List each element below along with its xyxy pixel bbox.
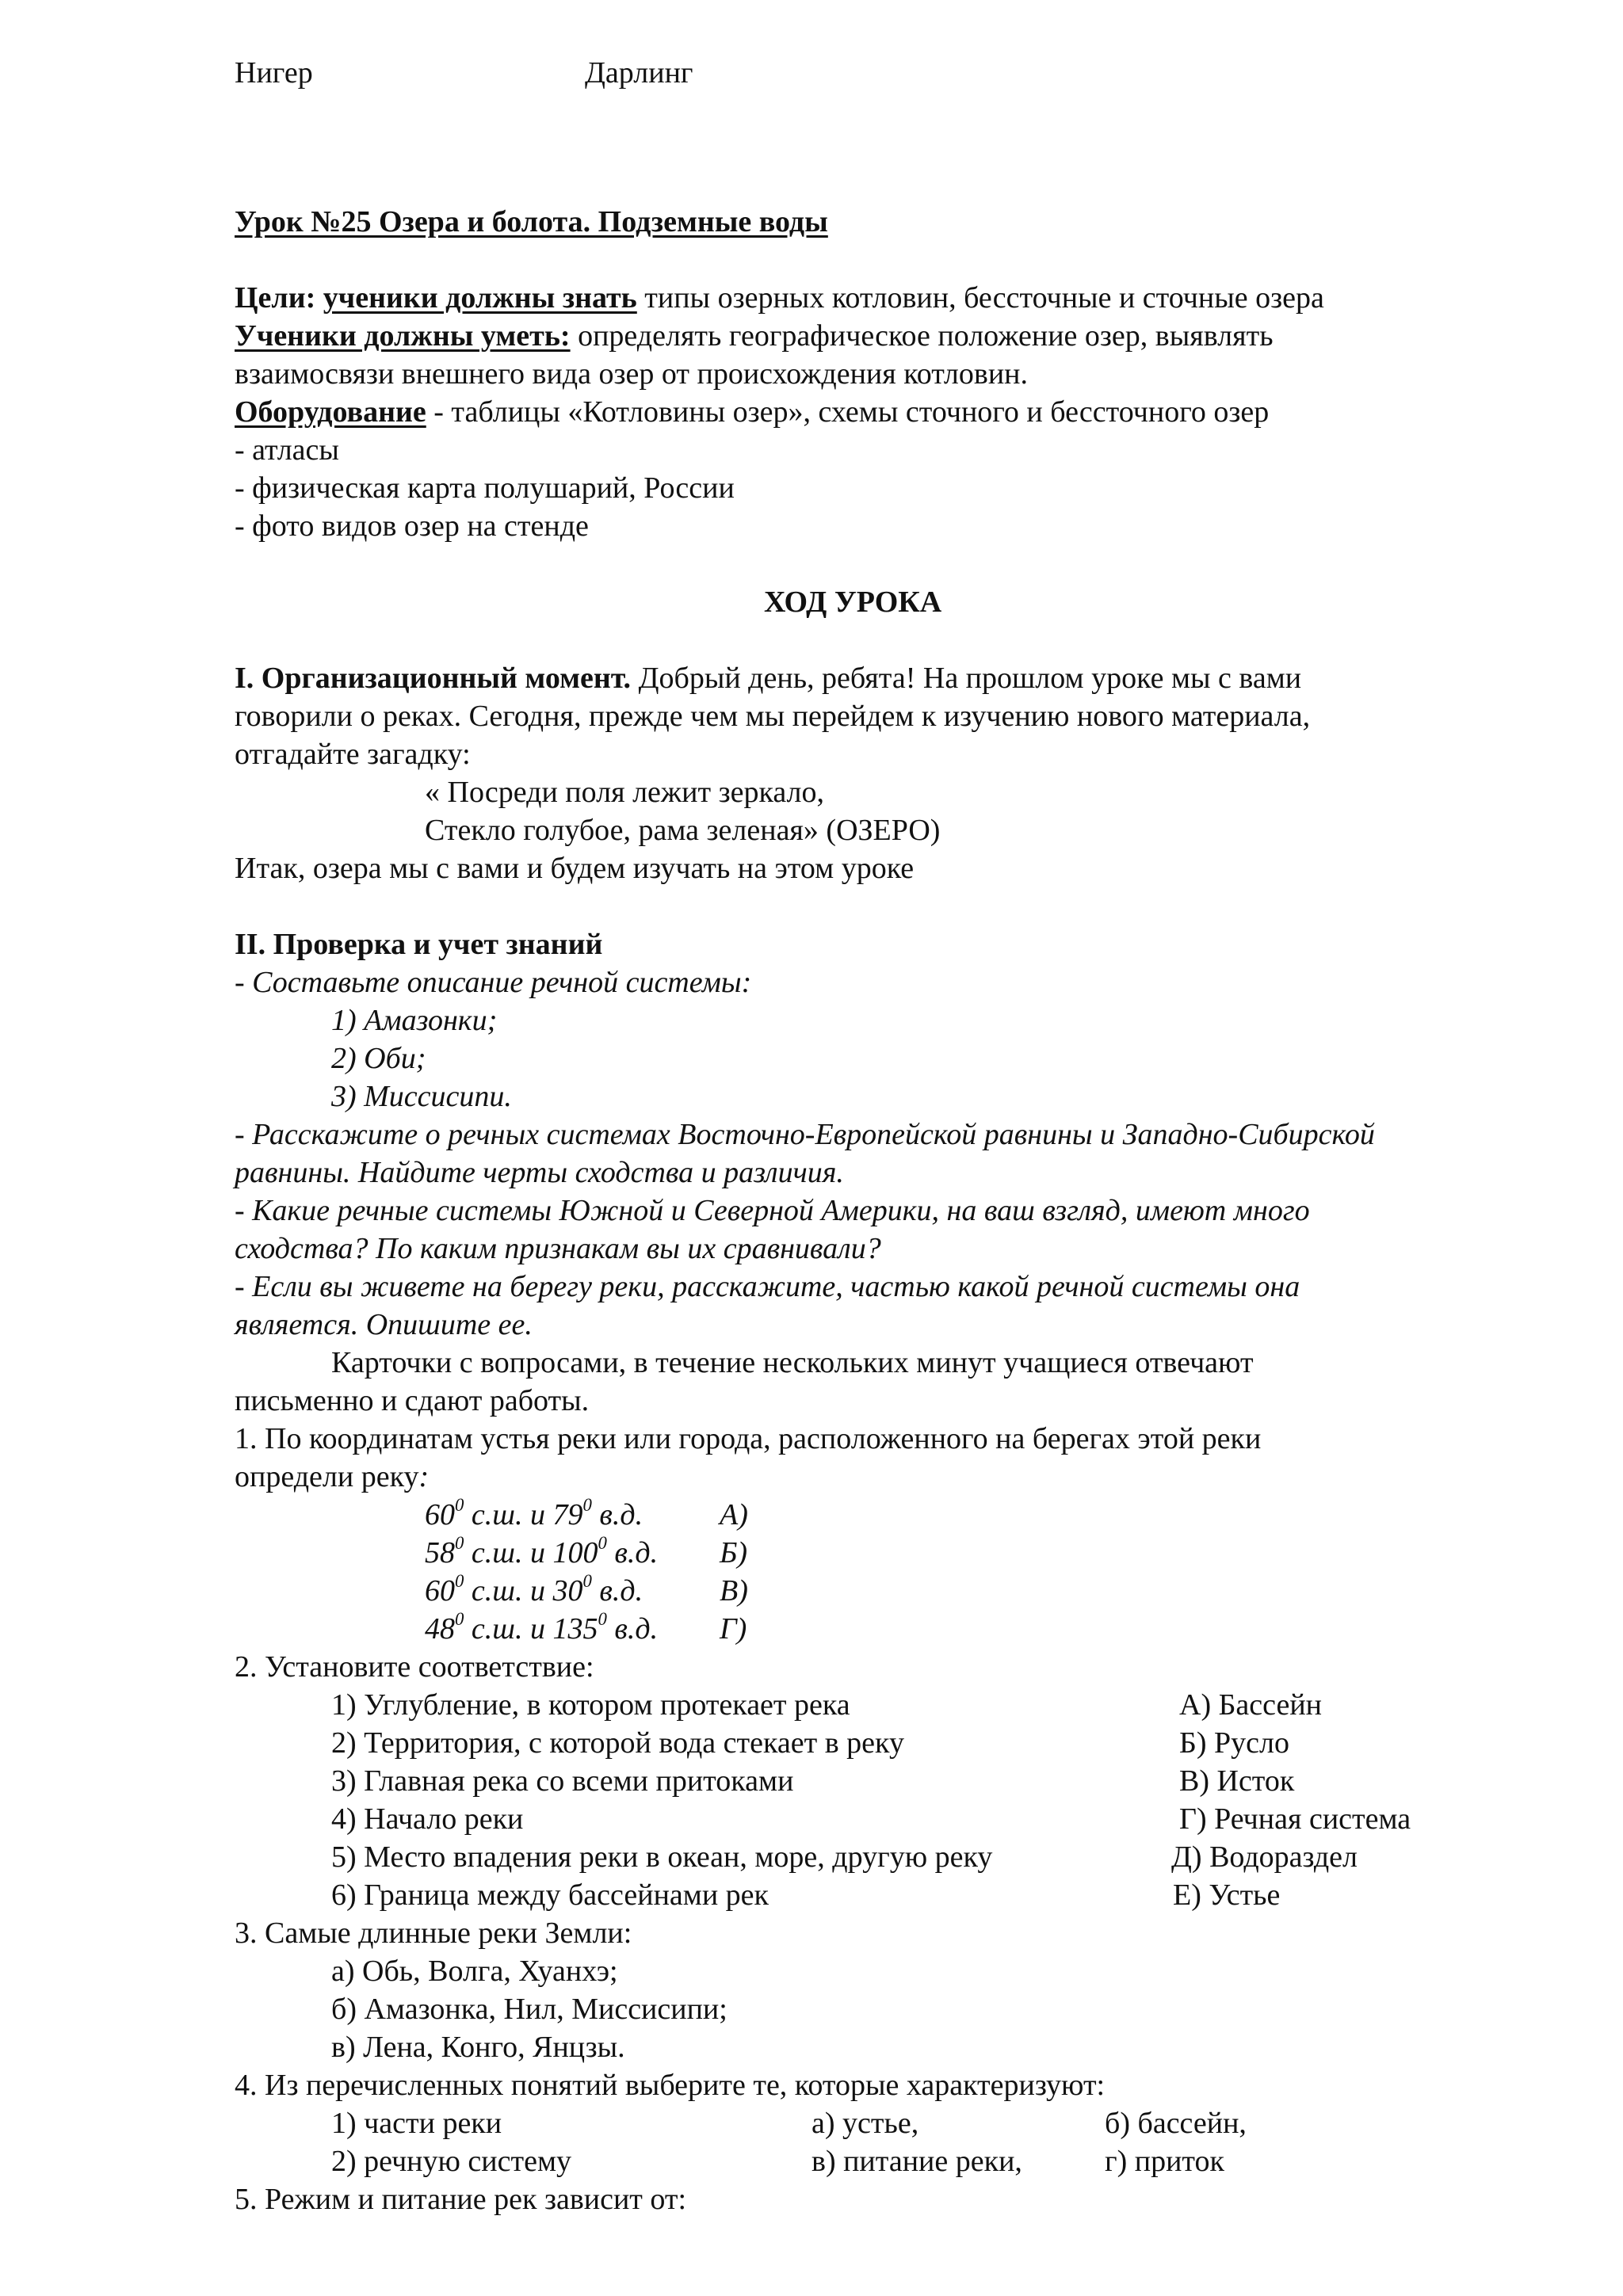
match-right: В) Исток [1179, 1764, 1295, 1798]
equipment-item: - атласы [235, 433, 339, 467]
q4-cell: г) приток [1105, 2145, 1224, 2178]
q4-cell: б) бассейн, [1105, 2107, 1247, 2140]
header-right: Дарлинг [585, 56, 693, 90]
q3-option: б) Амазонка, Нил, Миссисипи; [331, 1993, 727, 2026]
match-left: 2) Территория, с которой вода стекает в реку [331, 1726, 904, 1760]
cards-line1: Карточки с вопросами, в течение нескольких минут учащиеся отвечают [331, 1346, 1254, 1379]
task1: - Составьте описание речной системы: [235, 966, 752, 999]
match-right: Д) Водораздел [1171, 1840, 1358, 1874]
task2-line1: - Расскажите о речных системах Восточно-Европейской равнины и Западно-Сибирской [235, 1118, 1375, 1151]
goals-line [235, 279, 1324, 317]
riddle-line1: « Посреди поля лежит зеркало, [425, 776, 825, 809]
match-right: Б) Русло [1179, 1726, 1289, 1760]
coord-row: $60^0$ с.ш. и $79^0$ в.д. [425, 1494, 643, 1531]
coord-letter: В) [720, 1574, 748, 1608]
q4-cell: в) питание реки, [812, 2145, 1022, 2178]
equipment-item: - фото видов озер на стенде [235, 509, 589, 543]
task3-line1: - Какие речные системы Южной и Северной Америки, на ваш взгляд, имеют много [235, 1194, 1310, 1227]
coord-row: $48^0$ с.ш. и $135^0$ в.д. [425, 1608, 659, 1646]
match-right: Г) Речная система [1179, 1802, 1411, 1836]
lesson-heading: ХОД УРОКА [764, 585, 942, 619]
match-left: 5) Место впадения реки в океан, море, другую реку [331, 1840, 993, 1874]
know-label: ученики должны знать [323, 281, 637, 315]
coord-letter: А) [720, 1498, 748, 1531]
section1-line3: отгадайте загадку: [235, 738, 471, 771]
coord-letter: Г) [720, 1612, 747, 1646]
match-right: А) Бассейн [1179, 1688, 1323, 1722]
section1-line2: говорили о реках. Сегодня, прежде чем мы перейдем к изучению нового материала, [235, 700, 1311, 733]
q4-cell: 1) части реки [331, 2107, 502, 2140]
section1-line4: Итак, озера мы с вами и будем изучать на этом уроке [235, 852, 915, 885]
can-label: Ученики должны уметь: [235, 319, 571, 353]
match-left: 6) Граница между бассейнами рек [331, 1878, 769, 1912]
equipment-text: - таблицы «Котловины озер», схемы сточного и бессточного озер [426, 395, 1270, 429]
equipment-label: Оборудование [235, 395, 426, 429]
section1-line1: I. Организационный момент. Добрый день, ребята! На прошлом уроке мы с вами [235, 662, 1302, 695]
equipment-line [235, 393, 1269, 431]
cards-line2: письменно и сдают работы. [235, 1384, 590, 1417]
section1-label: I. Организационный момент. [235, 662, 632, 695]
match-right: Е) Устье [1173, 1878, 1281, 1912]
match-left: 1) Углубление, в котором протекает река [331, 1688, 850, 1722]
q1-line2: определи реку: [235, 1460, 430, 1493]
goals-label: Цели: [235, 281, 316, 315]
task3-line2: сходства? По каким признакам вы их сравнивали? [235, 1232, 881, 1265]
coord-letter: Б) [720, 1536, 748, 1569]
q2-title: 2. Установите соответствие: [235, 1650, 594, 1684]
q3-title: 3. Самые длинные реки Земли: [235, 1917, 632, 1950]
equipment-item: - физическая карта полушарий, России [235, 471, 735, 505]
lesson-title: Урок №25 Озера и болота. Подземные воды [235, 205, 828, 238]
river-item: 2) Оби; [331, 1042, 426, 1075]
match-left: 3) Главная река со всеми притоками [331, 1764, 794, 1798]
coord-row: $58^0$ с.ш. и $100^0$ в.д. [425, 1532, 659, 1569]
coord-row: $60^0$ с.ш. и $30^0$ в.д. [425, 1570, 643, 1608]
riddle-line2: Стекло голубое, рама зеленая» (ОЗЕРО) [425, 814, 941, 847]
match-left: 4) Начало реки [331, 1802, 524, 1836]
can-text: определять географическое положение озер, выявлять [570, 319, 1274, 353]
river-item: 1) Амазонки; [331, 1004, 498, 1037]
task4-line2: является. Опишите ее. [235, 1308, 533, 1341]
river-item: 3) Миссисипи. [331, 1080, 512, 1113]
can-text-2: взаимосвязи внешнего вида озер от происхождения котловин. [235, 357, 1029, 391]
q3-option: а) Обь, Волга, Хуанхэ; [331, 1955, 618, 1988]
task2-line2: равнины. Найдите черты сходства и различия. [235, 1156, 844, 1189]
can-line [235, 317, 1274, 355]
section2-label: II. Проверка и учет знаний [235, 928, 603, 961]
q4-cell: а) устье, [812, 2107, 919, 2140]
q5-title: 5. Режим и питание рек зависит от: [235, 2183, 687, 2216]
q3-option: в) Лена, Конго, Янцзы. [331, 2031, 625, 2064]
q4-title: 4. Из перечисленных понятий выберите те, которые характеризуют: [235, 2069, 1106, 2102]
know-text: типы озерных котловин, бессточные и сточные озера [636, 281, 1324, 315]
q1-line1: 1. По координатам устья реки или города, расположенного на берегах этой реки [235, 1422, 1262, 1455]
task4-line1: - Если вы живете на берегу реки, расскажите, частью какой речной системы она [235, 1270, 1300, 1303]
header-left: Нигер [235, 56, 313, 90]
q4-cell: 2) речную систему [331, 2145, 571, 2178]
